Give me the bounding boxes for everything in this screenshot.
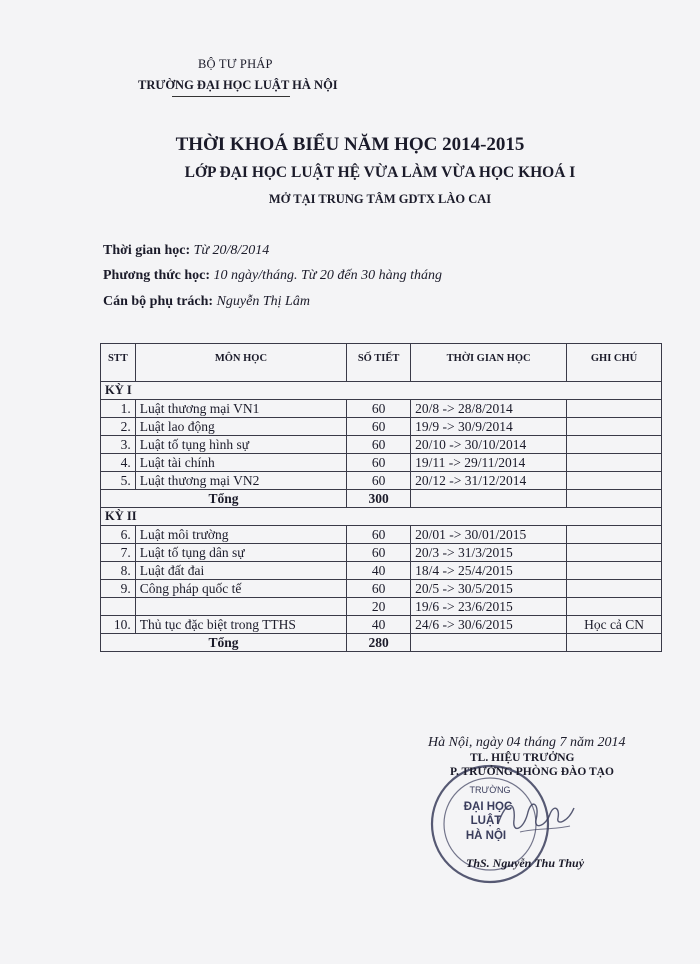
row-time: 20/12 -> 31/12/2014 — [411, 472, 567, 490]
stamp-line-2: ĐẠI HỌC — [463, 801, 513, 813]
row-hours: 60 — [347, 436, 411, 454]
row-stt — [101, 598, 136, 616]
row-hours: 60 — [347, 400, 411, 418]
table-row — [101, 400, 662, 418]
school-underline — [172, 96, 290, 97]
row-subject: Luật đất đai — [135, 562, 346, 580]
row-time: 24/6 -> 30/6/2015 — [411, 616, 567, 634]
total-value: 280 — [347, 634, 411, 652]
document-title: THỜI KHOÁ BIỂU NĂM HỌC 2014-2015 — [175, 134, 525, 155]
place-date: Hà Nội, ngày 04 tháng 7 năm 2014 — [428, 735, 626, 750]
row-subject: Luật lao động — [135, 418, 346, 436]
row-stt: 9. — [101, 580, 136, 598]
row-stt: 6. — [101, 526, 136, 544]
row-stt: 3. — [101, 436, 136, 454]
row-stt: 1. — [101, 400, 136, 418]
total-empty-cell — [411, 634, 567, 652]
row-stt: 4. — [101, 454, 136, 472]
row-time: 20/01 -> 30/01/2015 — [411, 526, 567, 544]
row-subject — [135, 598, 346, 616]
stamp-line-3: LUẬT — [470, 815, 502, 827]
table-row — [101, 616, 662, 634]
class-title: LỚP ĐẠI HỌC LUẬT HỆ VỪA LÀM VỪA HỌC KHOÁ I — [184, 164, 576, 181]
study-time-value: Từ 20/8/2014 — [193, 243, 270, 258]
row-stt: 5. — [101, 472, 136, 490]
header-subject: MÔN HỌC — [135, 344, 346, 382]
header-note: GHI CHÚ — [567, 344, 662, 382]
row-hours: 40 — [347, 562, 411, 580]
schedule-table — [100, 343, 662, 652]
row-subject: Luật thương mại VN1 — [135, 400, 346, 418]
total-row — [101, 490, 662, 508]
row-stt: 2. — [101, 418, 136, 436]
row-note — [567, 472, 662, 490]
total-empty-cell — [567, 634, 662, 652]
semester-2-label: KỲ II — [101, 508, 662, 526]
row-note: Học cả CN — [567, 616, 662, 634]
row-subject: Luật thương mại VN2 — [135, 472, 346, 490]
school-name: TRƯỜNG ĐẠI HỌC LUẬT HÀ NỘI — [138, 78, 338, 92]
table-row — [101, 562, 662, 580]
total-row — [101, 634, 662, 652]
study-time-label: Thời gian học: — [103, 243, 191, 258]
officer-line — [103, 294, 310, 310]
row-hours: 60 — [347, 418, 411, 436]
row-hours: 40 — [347, 616, 411, 634]
row-note — [567, 598, 662, 616]
row-note — [567, 454, 662, 472]
study-time-line — [103, 243, 269, 259]
table-row — [101, 436, 662, 454]
row-subject: Luật tài chính — [135, 454, 346, 472]
row-stt: 7. — [101, 544, 136, 562]
row-hours: 60 — [347, 544, 411, 562]
study-method-line — [103, 268, 442, 284]
table-row — [101, 544, 662, 562]
row-note — [567, 436, 662, 454]
row-hours: 60 — [347, 454, 411, 472]
header-hours: SỐ TIẾT — [347, 344, 411, 382]
officer-value: Nguyễn Thị Lâm — [216, 294, 310, 309]
row-time: 20/3 -> 31/3/2015 — [411, 544, 567, 562]
row-note — [567, 562, 662, 580]
total-empty-cell — [411, 490, 567, 508]
row-stt: 10. — [101, 616, 136, 634]
signatory-role-2: P. TRƯỞNG PHÒNG ĐÀO TẠO — [450, 766, 614, 778]
handwritten-signature — [490, 790, 580, 840]
row-note — [567, 544, 662, 562]
table-row — [101, 580, 662, 598]
table-row — [101, 418, 662, 436]
header-stt: STT — [101, 344, 136, 382]
row-hours: 60 — [347, 580, 411, 598]
row-time: 19/11 -> 29/11/2014 — [411, 454, 567, 472]
location-title: MỞ TẠI TRUNG TÂM GDTX LÀO CAI — [268, 192, 492, 206]
table-row — [101, 526, 662, 544]
total-empty-cell — [567, 490, 662, 508]
table-row — [101, 454, 662, 472]
total-value: 300 — [347, 490, 411, 508]
study-method-value: 10 ngày/tháng. Từ 20 đến 30 hàng tháng — [213, 268, 443, 283]
row-time: 18/4 -> 25/4/2015 — [411, 562, 567, 580]
row-time: 19/9 -> 30/9/2014 — [411, 418, 567, 436]
table-header-row — [101, 344, 662, 382]
row-time: 20/10 -> 30/10/2014 — [411, 436, 567, 454]
row-time: 20/8 -> 28/8/2014 — [411, 400, 567, 418]
row-note — [567, 526, 662, 544]
row-subject: Công pháp quốc tế — [135, 580, 346, 598]
row-time: 20/5 -> 30/5/2015 — [411, 580, 567, 598]
table-row — [101, 472, 662, 490]
total-label: Tổng — [101, 634, 347, 652]
ministry-name: BỘ TƯ PHÁP — [198, 57, 273, 71]
semester-row — [101, 382, 662, 400]
table-row — [101, 598, 662, 616]
stamp-line-4: HÀ NỘI — [465, 830, 507, 842]
header-time: THỜI GIAN HỌC — [411, 344, 567, 382]
row-stt: 8. — [101, 562, 136, 580]
stamp-line-1: TRƯỜNG — [469, 785, 511, 795]
semester-row — [101, 508, 662, 526]
row-subject: Luật môi trường — [135, 526, 346, 544]
signer-name: ThS. Nguyễn Thu Thuỷ — [466, 856, 585, 870]
row-note — [567, 418, 662, 436]
study-method-label: Phương thức học: — [103, 268, 211, 283]
officer-label: Cán bộ phụ trách: — [103, 294, 214, 309]
row-note — [567, 400, 662, 418]
row-note — [567, 580, 662, 598]
total-label: Tổng — [101, 490, 347, 508]
row-time: 19/6 -> 23/6/2015 — [411, 598, 567, 616]
row-hours: 20 — [347, 598, 411, 616]
semester-1-label: KỲ I — [101, 382, 662, 400]
row-subject: Thủ tục đặc biệt trong TTHS — [135, 616, 346, 634]
row-subject: Luật tố tụng dân sự — [135, 544, 346, 562]
row-hours: 60 — [347, 472, 411, 490]
signatory-role-1: TL. HIỆU TRƯỞNG — [470, 752, 575, 764]
row-subject: Luật tố tụng hình sự — [135, 436, 346, 454]
row-hours: 60 — [347, 526, 411, 544]
